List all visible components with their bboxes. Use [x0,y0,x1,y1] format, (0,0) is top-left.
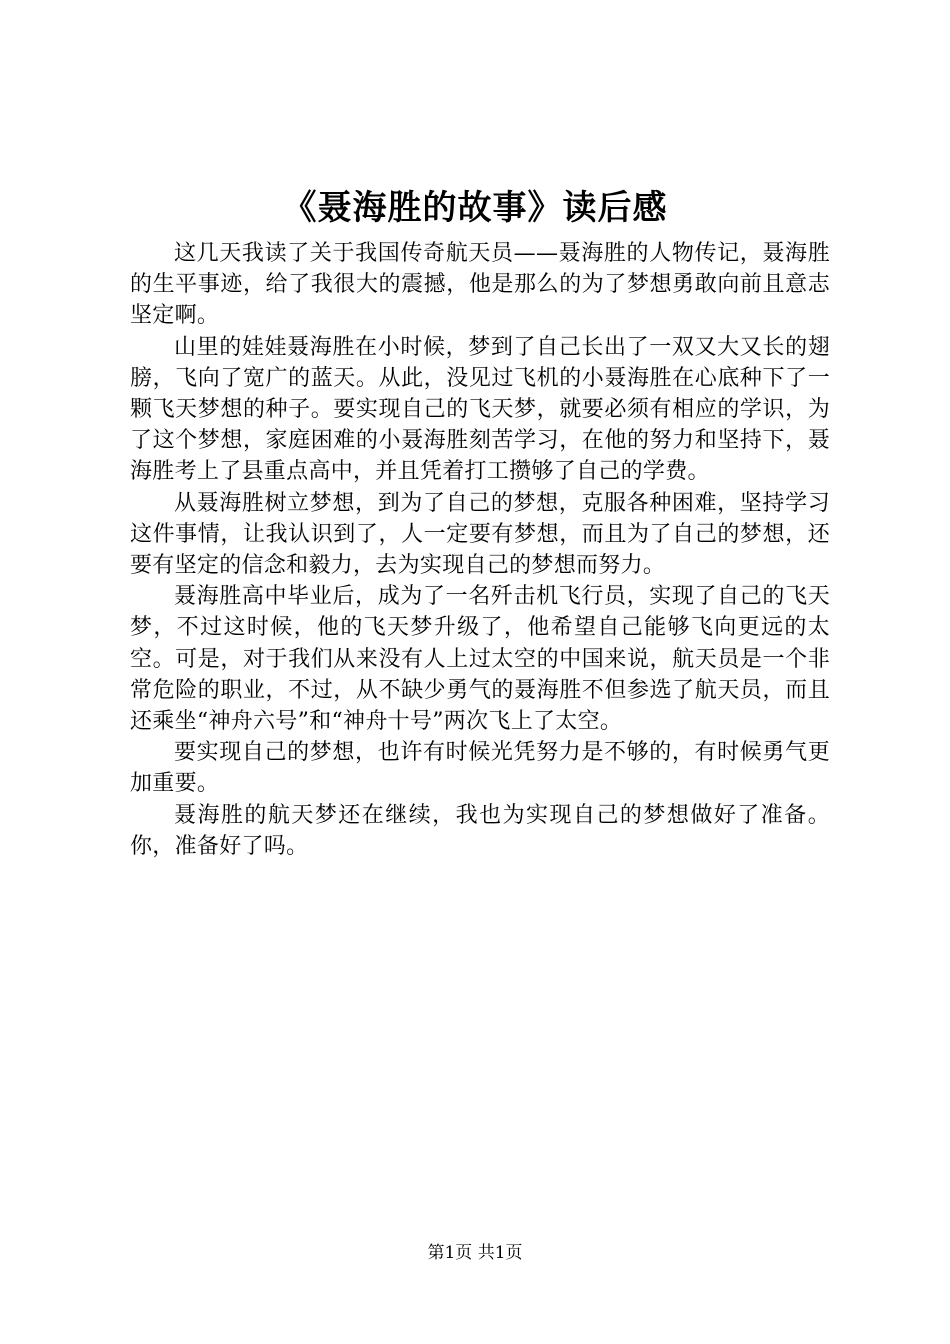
paragraph-5: 要实现自己的梦想，也许有时候光凭努力是不够的，有时候勇气更加重要。 [130,740,830,797]
page-title: 《聂海胜的故事》读后感 [282,188,668,228]
document-body [130,238,830,862]
paragraph-4: 聂海胜高中毕业后，成为了一名歼击机飞行员，实现了自己的飞天梦，不过这时候，他的飞天梦升级了，他希望自己能够飞向更远的太空。可是，对于我们从来没有人上过太空的中国来说，航天员是一个非常危险的职业，不过，从不缺少勇气的聂海胜不但参选了航天员，而且还乘坐“神舟六号”和“神舟十号”两次飞上了太空。 [130,584,830,735]
paragraph-2: 山里的娃娃聂海胜在小时候，梦到了自己长出了一双又大又长的翅膀，飞向了宽广的蓝天。从此，没见过飞机的小聂海胜在心底种下了一颗飞天梦想的种子。要实现自己的飞天梦，就要必须有相应的学识，为了这个梦想，家庭困难的小聂海胜刻苦学习，在他的努力和坚持下，聂海胜考上了县重点高中，并且凭着打工攒够了自己的学费。 [130,334,830,485]
paragraph-6: 聂海胜的航天梦还在继续，我也为实现自己的梦想做好了准备。你，准备好了吗。 [130,802,830,859]
paragraph-1: 这几天我读了关于我国传奇航天员——聂海胜的人物传记，聂海胜的生平事迹，给了我很大的震撼，他是那么的为了梦想勇敢向前且意志坚定啊。 [130,241,830,329]
page-number-footer: 第1页 共1页 [427,1243,523,1263]
paragraph-3: 从聂海胜树立梦想，到为了自己的梦想，克服各种困难，坚持学习这件事情，让我认识到了，人一定要有梦想，而且为了自己的梦想，还要有坚定的信念和毅力，去为实现自己的梦想而努力。 [130,490,830,579]
